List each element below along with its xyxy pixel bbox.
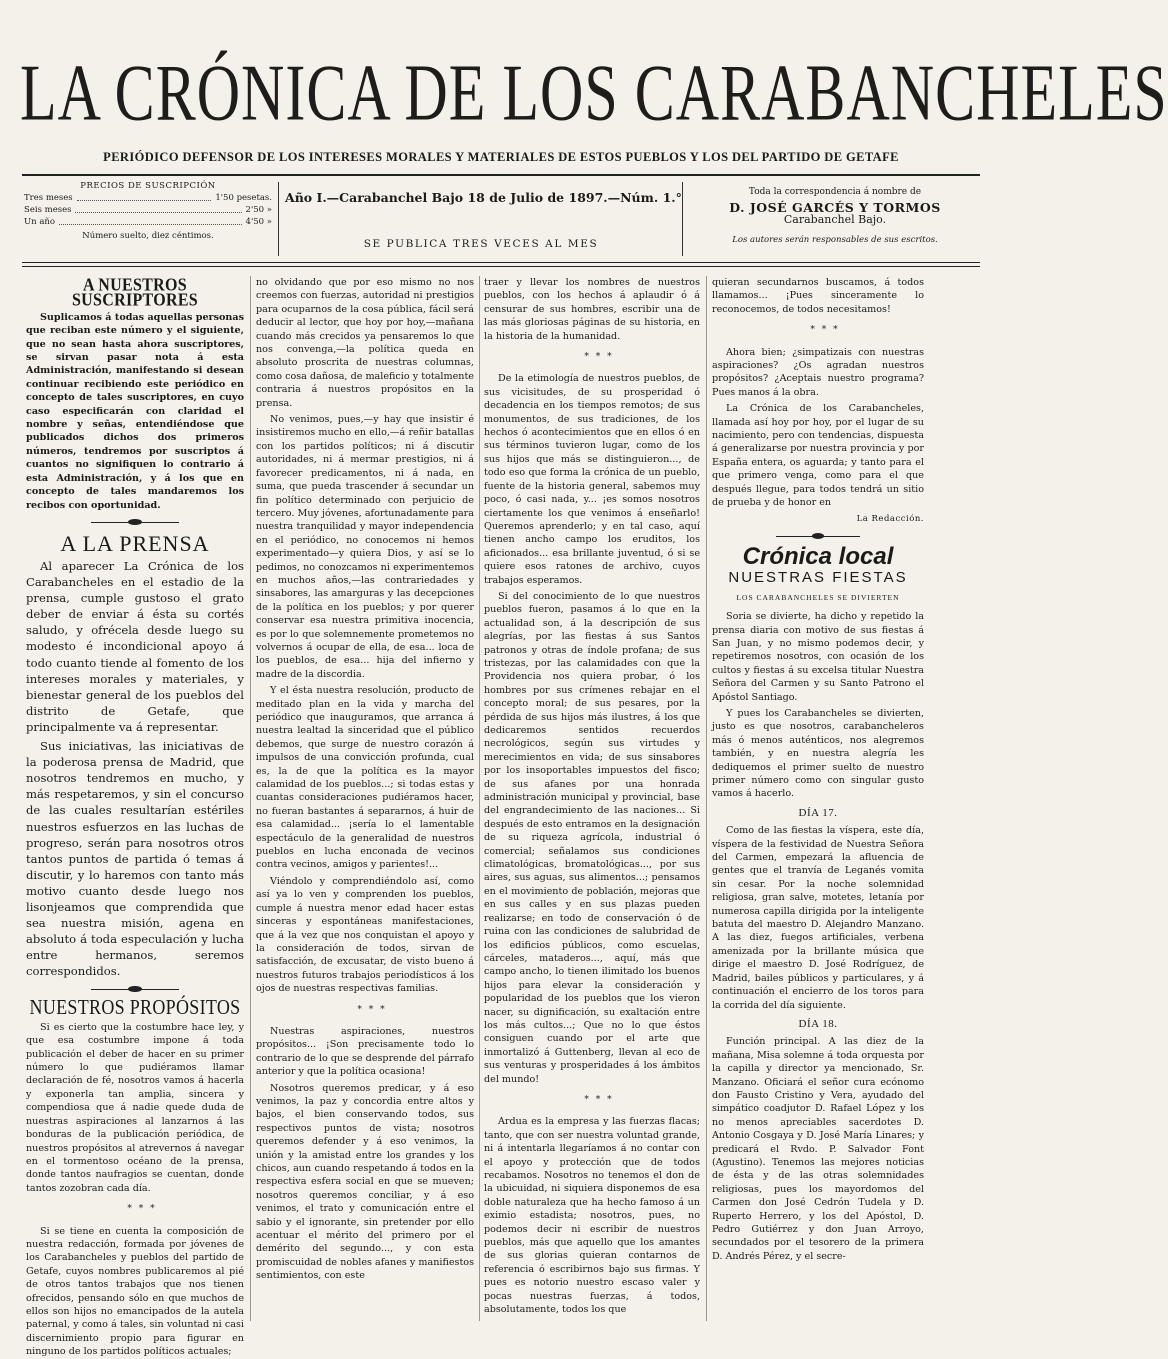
header-divider-left xyxy=(278,182,279,256)
subscription-price: 4'50 » xyxy=(245,217,272,227)
paragraph: Nuestras aspiraciones, nuestros propósitos... ¡Son precisamente todo lo contrario de lo que se desprende del párrafo anterior y que la política ocasiona! xyxy=(256,1025,474,1078)
paragraph: Viéndolo y comprendiéndolo así, como así ya lo ven y comprenden los pueblos, cumple á nuestra menor edad hacer estas sinceras y espontáneas manifestaciones, que á la vez que nos conquistan el apoyo y la consideración de todos, sirvan de satisfacción, de excusatar, de visto bueno á nuestros futuros trabajos periodísticos á los ojos de nuestras respectivas familias. xyxy=(256,875,474,995)
paragraph: Nosotros queremos predicar, y á eso venimos, la paz y concordia entre altos y bajos, el bien conservando todos, sus respectivos puntos de vista; nosotros queremos defender y á eso venimos, la unión y la amistad entre los grandes y los chicos, aun cuando respetando á todos en la respectiva esfera social en que se mueven; nosotros queremos conciliar, y á eso venimos, el trato y comunicación entre el sabio y el ignorante, sin pretender por ello acentuar el mérito del primero por el demérito del segundo..., y con esta promiscuidad de nobles afanes y manifiestos sentimientos, con este xyxy=(256,1082,474,1282)
subscription-price: 2'50 » xyxy=(245,205,272,215)
column-1 xyxy=(26,275,244,1358)
asterism-divider: * * * xyxy=(127,1204,157,1215)
subscription-row xyxy=(24,192,272,204)
paragraph: La Crónica de los Carabancheles, llamada así hoy por hoy, por el lugar de su nacimiento, pero con tendencias, dispuesta á generalizarse por nuestra provincia y por España entera, os aguarda; y tanto para el que primero venga, como para el que después llegue, para todos tendrá un sitio de prueba y de honor en xyxy=(712,403,924,509)
masthead-subtitle: PERIÓDICO DEFENSOR DE LOS INTERESES MORALES Y MATERIALES DE ESTOS PUEBLOS Y LOS DEL PARTIDO DE GETAFE xyxy=(103,150,899,164)
heading-a-la-prensa: A LA PRENSA xyxy=(60,530,210,556)
authors-responsibility-note: Los autores serán responsables de sus escritos. xyxy=(732,235,938,245)
paragraph: Sus iniciativas, las iniciativas de la poderosa prensa de Madrid, que nosotros tendremos en mucho, y más respetaremos, y sin el concurso de las cuales resultarían estériles nuestros esfuerzos en las luchas de progreso, serán para nosotros otros tantos puntos de partida ó temas á discutir, y lo haremos con tanto más motivo cuanto desde luego nos lisonjeamos que comprendida que sea nuestra misión, agena en absoluto á toda especulación y lucha entre hermanos, seremos correspondidos. xyxy=(26,739,244,979)
subscription-prices xyxy=(24,180,272,242)
paragraph: Si del conocimiento de lo que nuestros pueblos fueron, pasamos á lo que en la actualidad son, á la descripción de sus alegrías, por las fiestas á sus Santos patronos y otras de índole profana; de sus tristezas, por las calamidades con que la Providencia nos quiera probar, ó los hombres por sus crímenes rebajar en el concepto moral; de sus pesares, por la pérdida de sus hijos más ilustres, á los que dedicaremos sentidos recuerdos necrológicos, según sus virtudes y merecimientos en vida; de sus sinsabores por los insoportables impuestos del fisco; de sus afanes por una honrada administración municipal y provincial, base del engrandecimiento de las naciones... Si después de esto entramos en la designación de su riqueza agrícola, industrial ó comercial; señalamos sus condiciones climatológicas, bromatológicas..., por sus aires, sus aguas, sus alimentos...; pensamos en el movimiento de población, mejoras que en sus calles y en sus plazas pueden realizarse; en todo de conservación ó de ruina con las condiciones de salubridad de los edificios públicos, como escuelas, cárceles, mataderos..., aquí, más que campo ancho, lo tienen ilimitado los buenos hijos para elevar la consideración y popularidad de los pueblos que los vieron nacer, su dignificación, su exaltación entre los más cultos...; Que no lo que éstos consiguen cuando por el arte que inmortalizó á Guttenberg, llevan al eco de sus venturas y prosperidades á los ámbitos del mundo! xyxy=(484,590,700,1085)
subscription-row xyxy=(24,204,272,216)
paragraph: Al aparecer La Crónica de los Carabancheles en el estadio de la prensa, cumple gustoso el grato deber de enviar á ésta su cortés saludo, y ofrécela desde luego su modesto é incondicional apoyo á todo cuanto tiende al fomento de los intereses morales y materiales, y bienestar general de los pueblos del distrito de Getafe, que principalmente va á representar. xyxy=(26,559,244,734)
header-top-rule xyxy=(22,174,980,176)
paragraph: traer y llevar los nombres de nuestros pueblos, con los hechos á aplaudir ó á censurar de sus hombres, escribir una de las más gloriosas páginas de su historia, en la historia de la humanidad. xyxy=(484,277,700,342)
asterism-divider: * * * xyxy=(357,1004,387,1015)
paragraph: Y pues los Carabancheles se divierten, justo es que nosotros, carabancheleros más ó menos auténticos, nos alegremos también, y en nuestra alegría les dediquemos el primer suelto de nuestro primer número como con singular gusto vamos á hacerlo. xyxy=(712,707,924,800)
header-bottom-rule xyxy=(22,262,980,263)
notice-suscriptores: Suplicamos á todas aquellas personas que reciban este número y el siguiente, que no sean hasta ahora suscriptores, se sirvan pasar nota á esta Administración, manifestando si desean continuar recibiendo este periódico en concepto de tales suscriptores, en cuyo caso especificarán con claridad el nombre y señas, entendiéndose que publicados dichos dos primeros números, tendremos por suscriptos á cuantos no signifiquen lo contrario á esta Administración, y á los que en concepto de tales mandaremos los recibos con oportunidad. xyxy=(26,311,244,511)
correspondence-box xyxy=(690,186,980,246)
paragraph: Como de las fiestas la víspera, este día, víspera de la festividad de Nuestra Señora del Carmen, empezará la afluencia de gentes que el tranvía de Leganés vomita sin cesar. Por la noche solemnidad religiosa, gran salve, motetes, letanía por numerosa capilla dirigida por la inteligente batuta del maestro D. Alejandro Manzano. A las diez, fuegos artificiales, verbena amenizada por la brillante música que dirige el maestro D. José Rodríguez, de Madrid, bailes públicos y particulares, y á continuación el encierro de los toros para la corrida del día siguiente. xyxy=(712,825,924,1011)
paragraph: Ahora bien; ¿simpatizais con nuestras aspiraciones? ¿Os agradan nuestros propósitos? ¿Aceptais nuestro programa? Pues manos á la obra. xyxy=(712,346,924,398)
subscription-period: Un año xyxy=(24,217,55,227)
signature-la-redaccion: La Redacción. xyxy=(856,513,924,524)
masthead-title: LA CRÓNICA DE LOS CARABANCHELES xyxy=(20,47,1168,138)
subscription-heading: PRECIOS DE SUSCRIPCIÓN xyxy=(80,181,216,191)
column-2 xyxy=(256,276,474,1321)
paragraph: Ardua es la empresa y las fuerzas flacas; tanto, que con ser nuestra voluntad grande, ni á intentarla llegaríamos á no contar con el apoyo y protección que de todos recabamos. Nosotros no tenemos el don de la ubicuidad, ni siquiera disponemos de esa doble naturaleza que ha hecho famoso á un eximio estadista; nosotros, pues, no podemos decir ni escribir de nuestros pueblos, más que aquello que los amantes de sus glorias quieran contarnos de referencia ó escribirnos bajo sus firmas. Y pues es notorio nuestro escaso valer y pocas nuestras fuerzas, á todos, absolutamente, todos los que xyxy=(484,1116,700,1316)
ornament-divider xyxy=(26,985,244,993)
paragraph: No venimos, pues,—y hay que insistir é insistiremos mucho en ello,—á reñir batallas con los partidos políticos; ni á discutir autoridades, ni á mermar prestigios, ni á favorecer predicamentos, ni á nada, en suma, que pueda trascender á secundar un fin político determinado con perjuicio de tercero. Muy jóvenes, afortunadamente para nuestra tranquilidad y mayor independencia en el periódico, no conocemos ni hemos experimentado—y quiera Dios, y así se lo pedimos, no conozcamos ni experimentemos en muchos años,—las contrariedades y sinsabores, las amarguras y las decepciones de la política en los pueblos; y por querer conservar esa nuestra primitiva inocencia, es por lo que solemnemente prometemos no volvernos á ocupar de ella, de esa... loca de los pueblos, de esa... hija del infierno y madre de la discordia. xyxy=(256,414,474,680)
asterism-divider: * * * xyxy=(810,325,840,336)
heading-a-nuestros-suscriptores: A NUESTROS SUSCRIPTORES xyxy=(71,275,198,311)
heading-nuestros-propositos: NUESTROS PROPÓSITOS xyxy=(29,995,241,1020)
publication-frequency: SE PUBLICA TRES VECES AL MES xyxy=(363,238,599,250)
paragraph: Y el ésta nuestra resolución, producto de meditado plan en la vida y marcha del periódico que inauguramos, que arranca á nuestra lealtad la sinceridad que el público debemos, que surge de nuestro corazón á impulsos de una convicción profunda, cual es, la de que la política es la mayor calamidad de los pueblos...; si todas estas y cuantas consideraciones pudiéramos hacer, no fueran bastantes á separarnos, á huir de esa calamidad... ¡sería lo el lamentable espectáculo de la generalidad de nuestros pueblos en lucha enconada de vecinos contra vecinos, amigos y parientes!... xyxy=(256,685,474,871)
subscription-period: Tres meses xyxy=(24,193,73,203)
issue-dateline: Año I.—Carabanchel Bajo 18 de Julio de 1897.—Núm. 1.° xyxy=(285,190,682,205)
paragraph: De la etimología de nuestros pueblos, de sus vicisitudes, de su prosperidad ó decadencia en los tiempos remotos; de sus monumentos, de sus tradiciones, de los hechos ó acontecimientos que en ellos ó en sus términos tuvieron lugar, como de los sus hijos que más se distinguieron..., de todo eso que forma la crónica de un pueblo, fuente de la historia general, sabemos muy poco, ó casi nada, y... ¡es somos nosotros ciertamente los que venimos á enseñarlo! Queremos aprenderlo; y en tal caso, aquí tienen ancho campo los eruditos, los aficionados... esa brillante juventud, ó si se quiere esos ratones de archivo, cuyos trabajos esperamos. xyxy=(484,373,700,586)
correspondence-intro: Toda la correspondencia á nombre de xyxy=(748,187,922,197)
paragraph: quieran secundarnos buscamos, á todos llamamos... ¡Pues sinceramente lo reconocemos, de todos necesitamos! xyxy=(712,277,924,315)
header-divider-right xyxy=(682,182,683,256)
column-4 xyxy=(712,276,924,1321)
single-issue-price: Número suelto, diez céntimos. xyxy=(82,231,214,241)
asterism-divider: * * * xyxy=(584,352,614,363)
heading-dia-17: DÍA 17. xyxy=(798,806,838,819)
subscription-row xyxy=(24,216,272,228)
column-3 xyxy=(484,276,700,1321)
paragraph: Si es cierto que la costumbre hace ley, y que esa costumbre impone á toda publicación el deber de hacer en su primer número lo que pudiéramos llamar declaración de fé, nosotros vamos á hacerla y exponerla tan amplia, sincera y compendiosa que á nadie quede duda de nuestras aspiraciones al lanzarnos á las bonduras de la publicación periódica, de nuestros propósitos al atrevernos á navegar en el tormentoso océano de la prensa, donde tantos naufragios se cuentan, donde tantos zozobran cada día. xyxy=(26,1021,244,1194)
subscription-period: Seis meses xyxy=(24,205,72,215)
paragraph: no olvidando que por eso mismo no nos creemos con fuerzas, autoridad ni prestigios para ocuparnos de la cosa pública, fácil será deducir al lector, que hoy por hoy,—mañana cuando más crecidos ya pensaremos lo que nos convenga,—la política queda en absoluto proscrita de nuestras columnas, como cosa dañosa, de maleficio y totalmente contraria á nuestros propósitos en la prensa. xyxy=(256,277,474,409)
paragraph: Si se tiene en cuenta la composición de nuestra redacción, formada por jóvenes de los Carabancheles y pueblos del partido de Getafe, cuyos nombres publicaremos al pié de otros tantos trabajos que nos tienen ofrecidos, pensando sólo en que muchos de ellos son hijos no emancipados de la autela paternal, y como á tales, sin voluntad ni casi discernimiento propio para figurar en ninguno de los partidos políticos actuales; xyxy=(26,1225,244,1358)
column-separator xyxy=(479,276,480,1321)
column-separator xyxy=(250,276,251,1321)
heading-nuestras-fiestas: NUESTRAS FIESTAS xyxy=(728,569,908,587)
paragraph: Función principal. A las diez de la mañana, Misa solemne á toda orquesta por la capilla y director ya mencionado, Sr. Manzano. Oficiará el señor cura ecónomo don Fausto Cristino y Vera, ayudado del simpático coadjutor D. Rafael López y los no menos apreciables sacerdotes D. Antonio Cosgaya y D. José María Linares; y predicará el Rvdo. P. Salvador Font (Agustino). Tenemos las mejores noticias de ésta y de las otras solemnidades religiosas, pues los mayordomos del Carmen don José Cedrón Tudela y D. Ruperto Herrero, y los del Apóstol, D. Pedro Gutiérrez y don Juan Arroyo, secundados por el tesorero de la primera D. Andrés Pérez, y el secre- xyxy=(712,1036,924,1262)
editor-town: Carabanchel Bajo. xyxy=(783,213,887,226)
paragraph: Soria se divierte, ha dicho y repetido la prensa diaria con motivo de sus fiestas á San Juan, y no mismo podemos decir, y repetiremos nosotros, con ocasión de los cultos y fiestas á su excelsa titular Nuestra Señora del Carmen y su Santo Patrono el Apóstol Santiago. xyxy=(712,611,924,703)
subscription-price: 1'50 pesetas. xyxy=(215,193,272,203)
ornament-divider xyxy=(712,532,924,540)
heading-dia-18: DÍA 18. xyxy=(798,1017,838,1030)
header-bottom-rule-2 xyxy=(22,266,980,267)
prensa-section xyxy=(26,530,244,980)
ornament-divider xyxy=(26,518,244,526)
subheading-se-divierten: LOS CARABANCHELES SE DIVIERTEN xyxy=(736,592,900,602)
heading-cronica-local: Crónica local xyxy=(742,542,894,570)
asterism-divider: * * * xyxy=(584,1094,614,1105)
column-separator xyxy=(706,276,707,1321)
editor-name: D. JOSÉ GARCÉS Y TORMOS xyxy=(729,200,941,215)
